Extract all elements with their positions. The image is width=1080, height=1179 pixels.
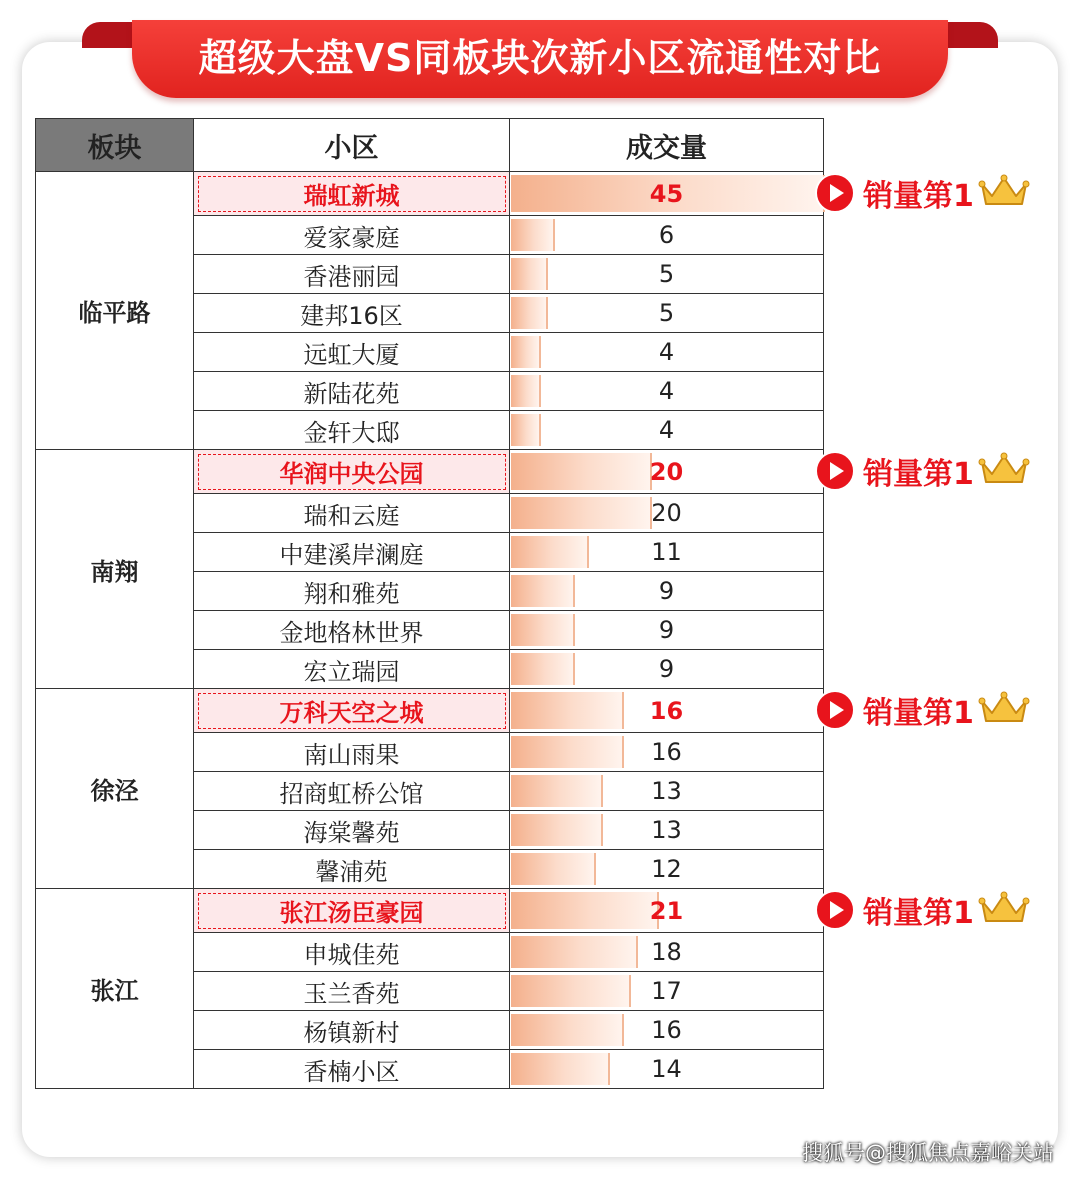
volume-bar xyxy=(511,892,659,929)
volume-bar xyxy=(511,853,596,885)
volume-value: 18 xyxy=(651,938,682,966)
volume-bar xyxy=(511,936,638,968)
table-row xyxy=(36,172,824,216)
crown-icon xyxy=(978,452,1030,490)
board-cell: 张江 xyxy=(36,889,194,1089)
community-cell: 香港丽园 xyxy=(194,255,510,294)
community-cell: 馨浦苑 xyxy=(194,850,510,889)
board-cell: 临平路 xyxy=(36,172,194,450)
volume-value: 14 xyxy=(651,1055,682,1083)
community-cell: 建邦16区 xyxy=(194,294,510,333)
table-body xyxy=(36,172,824,1089)
volume-value: 5 xyxy=(658,260,675,288)
volume-cell xyxy=(510,733,824,772)
play-icon xyxy=(815,890,855,930)
volume-value: 4 xyxy=(658,416,675,444)
crown-icon xyxy=(978,891,1030,929)
volume-value: 45 xyxy=(649,179,684,208)
volume-value: 11 xyxy=(651,538,682,566)
rank-label: 销量第1 xyxy=(863,457,974,492)
volume-bar xyxy=(511,219,555,251)
community-cell: 爱家豪庭 xyxy=(194,216,510,255)
community-cell: 香楠小区 xyxy=(194,1050,510,1089)
community-cell: 海棠馨苑 xyxy=(194,811,510,850)
watermark: 搜狐号@搜狐焦点嘉峪关站 xyxy=(802,1141,1054,1165)
community-cell: 申城佳苑 xyxy=(194,933,510,972)
volume-cell xyxy=(510,411,824,450)
comparison-table xyxy=(35,118,824,1089)
volume-value: 6 xyxy=(658,221,675,249)
volume-cell xyxy=(510,850,824,889)
volume-cell xyxy=(510,1050,824,1089)
volume-value: 16 xyxy=(651,1016,682,1044)
community-cell: 金轩大邸 xyxy=(194,411,510,450)
volume-value: 5 xyxy=(658,299,675,327)
volume-value: 17 xyxy=(651,977,682,1005)
community-cell: 宏立瑞园 xyxy=(194,650,510,689)
volume-value: 13 xyxy=(651,777,682,805)
volume-cell xyxy=(510,450,824,494)
play-icon xyxy=(815,690,855,730)
table-row xyxy=(36,889,824,933)
volume-bar xyxy=(511,536,589,568)
community-cell: 中建溪岸澜庭 xyxy=(194,533,510,572)
community-cell-top: 瑞虹新城 xyxy=(194,172,510,216)
volume-cell xyxy=(510,572,824,611)
volume-value: 4 xyxy=(658,338,675,366)
rank-label: 销量第1 xyxy=(863,896,974,931)
community-cell: 翔和雅苑 xyxy=(194,572,510,611)
volume-cell xyxy=(510,972,824,1011)
community-cell: 瑞和云庭 xyxy=(194,494,510,533)
volume-value: 16 xyxy=(651,738,682,766)
crown-icon xyxy=(978,174,1030,212)
volume-value: 13 xyxy=(651,816,682,844)
volume-value: 9 xyxy=(658,577,675,605)
volume-cell xyxy=(510,255,824,294)
rank-marker xyxy=(815,173,1030,213)
volume-cell xyxy=(510,889,824,933)
rank-marker xyxy=(815,890,1030,930)
volume-bar xyxy=(511,414,541,446)
header-board: 板块 xyxy=(36,119,194,172)
community-cell: 招商虹桥公馆 xyxy=(194,772,510,811)
volume-bar xyxy=(511,497,652,529)
community-cell-top: 万科天空之城 xyxy=(194,689,510,733)
volume-value: 12 xyxy=(651,855,682,883)
volume-bar xyxy=(511,375,541,407)
volume-cell xyxy=(510,811,824,850)
volume-cell xyxy=(510,650,824,689)
volume-cell xyxy=(510,216,824,255)
volume-cell xyxy=(510,294,824,333)
board-cell: 南翔 xyxy=(36,450,194,689)
volume-bar xyxy=(511,336,541,368)
community-cell: 金地格林世界 xyxy=(194,611,510,650)
community-cell: 新陆花苑 xyxy=(194,372,510,411)
table-header-row xyxy=(36,119,824,172)
volume-cell xyxy=(510,172,824,216)
volume-bar xyxy=(511,575,575,607)
volume-bar xyxy=(511,692,624,729)
page-title: 超级大盘VS同板块次新小区流通性对比 xyxy=(132,20,948,98)
volume-cell xyxy=(510,689,824,733)
community-cell: 杨镇新村 xyxy=(194,1011,510,1050)
rank-label: 销量第1 xyxy=(863,179,974,214)
table-row xyxy=(36,689,824,733)
community-cell-top: 张江汤臣豪园 xyxy=(194,889,510,933)
volume-bar xyxy=(511,258,548,290)
play-icon xyxy=(815,451,855,491)
volume-bar xyxy=(511,736,624,768)
crown-icon xyxy=(978,691,1030,729)
volume-value: 20 xyxy=(651,499,682,527)
volume-cell xyxy=(510,772,824,811)
rank-label: 销量第1 xyxy=(863,696,974,731)
rank-marker xyxy=(815,690,1030,730)
community-cell: 南山雨果 xyxy=(194,733,510,772)
volume-cell xyxy=(510,933,824,972)
volume-cell xyxy=(510,533,824,572)
board-cell: 徐泾 xyxy=(36,689,194,889)
volume-value: 20 xyxy=(649,457,684,486)
volume-bar xyxy=(511,653,575,685)
volume-cell xyxy=(510,611,824,650)
volume-bar xyxy=(511,814,603,846)
volume-cell xyxy=(510,494,824,533)
volume-value: 21 xyxy=(649,896,684,925)
header-volume: 成交量 xyxy=(510,119,824,172)
volume-bar xyxy=(511,1053,610,1085)
volume-value: 9 xyxy=(658,655,675,683)
volume-bar xyxy=(511,775,603,807)
volume-bar xyxy=(511,614,575,646)
volume-bar xyxy=(511,975,631,1007)
community-cell-top: 华润中央公园 xyxy=(194,450,510,494)
volume-cell xyxy=(510,372,824,411)
header-community: 小区 xyxy=(194,119,510,172)
volume-bar xyxy=(511,453,652,490)
volume-bar xyxy=(511,297,548,329)
volume-cell xyxy=(510,333,824,372)
community-cell: 玉兰香苑 xyxy=(194,972,510,1011)
volume-bar xyxy=(511,1014,624,1046)
volume-cell xyxy=(510,1011,824,1050)
volume-value: 9 xyxy=(658,616,675,644)
play-icon xyxy=(815,173,855,213)
volume-value: 16 xyxy=(649,696,684,725)
table-row xyxy=(36,450,824,494)
volume-value: 4 xyxy=(658,377,675,405)
rank-marker xyxy=(815,451,1030,491)
community-cell: 远虹大厦 xyxy=(194,333,510,372)
